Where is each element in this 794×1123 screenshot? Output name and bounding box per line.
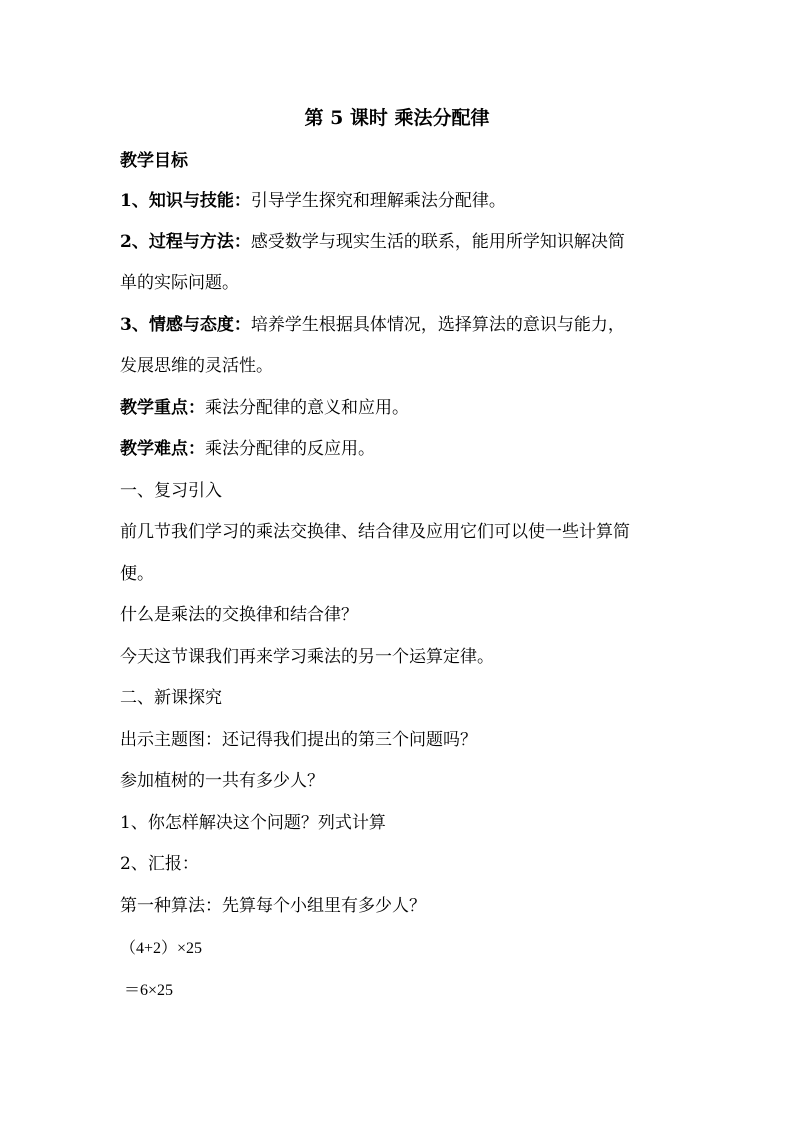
difficulty-label: 教学难点： (120, 439, 205, 459)
formula-line: ＝6×25 (124, 982, 174, 999)
objective-2-continued: 单的实际问题。 (120, 273, 239, 293)
difficulty (120, 438, 680, 460)
section2-heading: 二、新课探究 (120, 688, 222, 708)
objective-2-text: 感受数学与现实生活的联系，能用所学知识解决简 (250, 232, 625, 252)
key-point (120, 397, 680, 419)
formula-line: （4+2）×25 (120, 940, 203, 957)
objective-2-label: 2、过程与方法： (120, 232, 251, 252)
key-point-label: 教学重点： (120, 398, 205, 418)
objective-1-label: 1、知识与技能： (120, 191, 251, 211)
lesson-title: 第 5 课时 乘法分配律 (304, 107, 490, 129)
objective-3-label: 3、情感与态度： (120, 315, 251, 335)
section2-line: 参加植树的一共有多少人？ (120, 771, 324, 791)
section1-line: 前几节我们学习的乘法交换律、结合律及应用它们可以使一些计算简 (120, 522, 630, 542)
section2-line: 2、汇报： (120, 854, 199, 874)
difficulty-text: 乘法分配律的反应用。 (205, 439, 375, 459)
objectives-heading: 教学目标 (120, 151, 188, 171)
section1-heading: 一、复习引入 (120, 481, 222, 501)
section1-line: 今天这节课我们再来学习乘法的另一个运算定律。 (120, 647, 494, 667)
section2-line: 第一种算法：先算每个小组里有多少人？ (120, 896, 426, 916)
key-point-text: 乘法分配律的意义和应用。 (205, 398, 409, 418)
section2-line: 出示主题图：还记得我们提出的第三个问题吗？ (120, 730, 477, 750)
objective-3 (120, 314, 680, 336)
section2-line: 1、你怎样解决这个问题？列式计算 (120, 813, 386, 833)
objective-1-text: 引导学生探究和理解乘法分配律。 (250, 191, 506, 211)
objective-1 (120, 190, 680, 212)
section1-line: 什么是乘法的交换律和结合律？ (120, 605, 358, 625)
section1-line: 便。 (120, 564, 154, 584)
objective-2 (120, 231, 680, 253)
objective-3-continued: 发展思维的灵活性。 (120, 356, 273, 376)
objective-3-text: 培养学生根据具体情况，选择算法的意识与能力， (250, 315, 625, 335)
